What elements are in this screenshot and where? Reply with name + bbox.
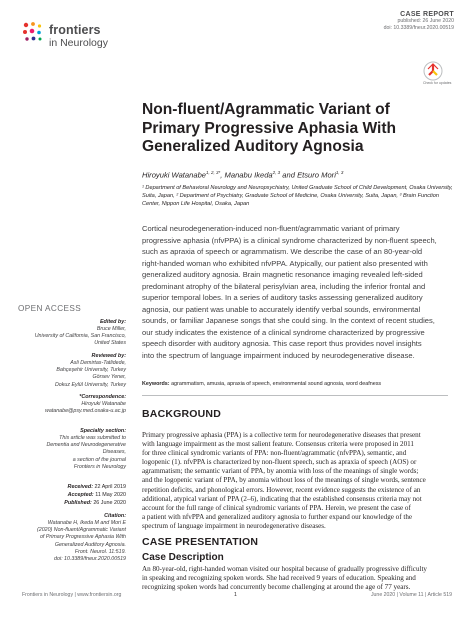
specialty-section-label: Specialty section: xyxy=(80,428,126,434)
title-line: Primary Progressive Aphasia With xyxy=(142,119,397,137)
reviewer-line: Bahçeşehir University, Turkey xyxy=(56,367,126,374)
section-divider xyxy=(142,395,448,396)
affiliation-line: Suita, Japan, ² Department of Psychiatry, Graduate School of Medicine, Osaka University, Suita, Japan, ³ Brain Function xyxy=(142,193,440,199)
specialty-line: a section of the journal xyxy=(72,456,126,463)
edited-by-block xyxy=(18,319,126,348)
author-affil-marker: 2, 3 xyxy=(272,170,281,175)
journal-logo[interactable] xyxy=(22,20,232,50)
specialty-line: Diseases, xyxy=(102,449,126,456)
logo-journal-name: in Neurology xyxy=(49,37,108,49)
reviewed-by-label: Reviewed by: xyxy=(91,353,126,359)
footer-issue-info: June 2020 | Volume 11 | Article 519 xyxy=(370,592,452,598)
body-line: in speaking and recognizing spoken words. She had received 9 years of education. Speaking and xyxy=(142,574,416,583)
accepted-value: 11 May 2020 xyxy=(95,491,126,498)
author-separator: , xyxy=(220,170,225,180)
published-label: Published: xyxy=(64,499,92,506)
abstract-line: agnosia, our patient was unable to accurately identify verbal sounds, environmental xyxy=(142,304,421,314)
abstract xyxy=(142,223,447,361)
author-affil-marker: 1, 2, 3* xyxy=(206,170,221,175)
abstract-line: our study indicates the existence of a clinical syndrome characterized by progressive xyxy=(142,327,425,337)
body-line: account for the full range of clinical syndromic variants of PPA. Herein, we present the case of xyxy=(142,503,411,512)
citation-label: Citation: xyxy=(104,513,126,519)
body-line: spectrum of language impairment in neurodegenerative diseases. xyxy=(142,521,326,530)
body-line: An 80-year-old, right-handed woman visited our hospital because of gradually progressive difficulty xyxy=(142,565,427,573)
body-line: Primary progressive aphasia (PPA) is a collective term for neurodegenerative diseases that present xyxy=(142,431,421,439)
page-footer xyxy=(0,592,474,604)
abstract-line: speech disorder with auditory agnosia. This case report thus provides novel insights xyxy=(142,339,422,348)
body-line: with language impairment as the most salient feature. Consensus criteria were proposed in 2011 xyxy=(142,440,414,449)
title-line: Generalized Auditory Agnosia xyxy=(142,138,364,156)
affiliation-line: Center, Nippon Life Hospital, Osaka, Japan xyxy=(142,201,250,207)
logo-wordmark: frontiers xyxy=(49,23,101,37)
citation-doi[interactable]: doi: 10.3389/fneur.2020.00519 xyxy=(54,556,126,563)
frontiers-logo-icon xyxy=(22,21,44,43)
body-line: additional, atypical variant of PPA (2–6), indicating that the established consensus criteria may not xyxy=(142,494,422,503)
correspondence-label: *Correspondence: xyxy=(79,394,126,400)
abstract-line: right-handed woman who exhibited nfvPPA. Atypically, our patient also presented with xyxy=(142,258,428,268)
article-type: CASE REPORT xyxy=(400,11,454,18)
received-label: Received: xyxy=(67,484,94,490)
reviewer-line: Dokuz Eylül University, Turkey xyxy=(54,381,126,388)
article-meta xyxy=(384,11,454,32)
correspondent-email[interactable]: watanabe@psy.med.osaka-u.ac.jp xyxy=(45,408,126,415)
author-name[interactable]: Etsuro Mori xyxy=(297,170,336,180)
specialty-line: Dementia and Neurodegenerative xyxy=(46,442,126,449)
abstract-line: superior temporal lobes. In a series of auditory tasks assessing generalized auditory xyxy=(142,293,423,302)
reviewed-by-block xyxy=(18,353,126,389)
received-value: 22 April 2019 xyxy=(94,484,126,490)
received-date xyxy=(18,484,126,492)
editor-line: United States xyxy=(94,340,126,347)
open-access-label: OPEN ACCESS xyxy=(18,304,82,313)
citation-line: Watanabe H, Ikeda M and Mori E xyxy=(47,520,126,526)
published-date-line: published: 26 June 2020 xyxy=(397,18,454,24)
section-heading-background: BACKGROUND xyxy=(142,408,221,420)
section-heading-case-presentation: CASE PRESENTATION xyxy=(142,536,259,548)
author-name[interactable]: Hiroyuki Watanabe xyxy=(142,170,207,180)
accepted-label: Accepted: xyxy=(67,491,94,498)
reviewer-line: Asli Demirtas-Tatlidede, xyxy=(70,360,126,366)
published-date xyxy=(18,500,126,508)
author-name[interactable]: Manabu Ikeda xyxy=(224,170,273,180)
abstract-line: progressive aphasia (nfvPPA) is a clinical syndrome characterized by non-fluent speech, xyxy=(142,235,437,245)
crossmark-icon xyxy=(423,61,443,81)
page-header xyxy=(0,0,474,90)
page-number: 1 xyxy=(234,592,237,598)
citation-line: Front. Neurol. 11:519. xyxy=(74,548,126,555)
abstract-line: into the spectrum of language impairment induced by neurodegenerative disease. xyxy=(142,350,415,360)
body-line: logopenic (1). nfvPPA is characterized by non-fluent speech, such as apraxia of speech (AOS) or xyxy=(142,458,417,467)
citation-block xyxy=(18,513,126,563)
abstract-line: predominant atrophy of the bilateral perisylvian area, including the inferior frontal and xyxy=(142,281,426,291)
keywords xyxy=(142,381,381,387)
footer-journal-link[interactable]: Frontiers in Neurology | www.frontiersin.org xyxy=(22,592,122,598)
check-for-updates-badge[interactable] xyxy=(423,61,452,85)
body-line: for three clinical syndromic variants of PPA: non-fluent/agrammatic (nfvPPA), semantic, and xyxy=(142,449,407,458)
abstract-line: such as apraxia of speech or agrammatism. We describe the case of an 80-year-old xyxy=(142,247,423,256)
body-line: recognizing spoken words had concurrently become challenging at around the age of 77 years. xyxy=(142,583,411,592)
title-line: Non-fluent/Agrammatic Variant of xyxy=(142,101,390,118)
subsection-heading-case-description: Case Description xyxy=(142,552,224,563)
dates-block xyxy=(18,484,126,507)
correspondent-name: Hiroyuki Watanabe xyxy=(81,401,126,407)
affiliations xyxy=(142,184,453,208)
author-list xyxy=(142,170,343,180)
keywords-label: Keywords: xyxy=(142,381,170,387)
specialty-line: Frontiers in Neurology xyxy=(73,463,126,470)
specialty-section-block xyxy=(18,428,126,471)
keywords-text: agrammatism, amusia, apraxia of speech, environmental sound agnosia, word deafness xyxy=(171,381,382,387)
editor-line: University of California, San Francisco, xyxy=(34,333,126,340)
specialty-line: This article was submitted to xyxy=(59,435,126,441)
case-description-text xyxy=(142,565,448,592)
abstract-line: generalized auditory agnosia. Brain magnetic resonance imaging revealed left-sided xyxy=(142,270,423,279)
editor-line: Bruce Miller, xyxy=(96,326,126,332)
edited-by-label: Edited by: xyxy=(99,319,126,325)
body-line: agrammatism; the semantic variant of PPA, by anomia with loss of the meanings of single words; xyxy=(142,467,419,476)
citation-line: of Primary Progressive Aphasia With xyxy=(39,534,126,541)
body-line: a patient with nfvPPA and generalized auditory agnosia to further expand our knowledge of the xyxy=(142,512,413,521)
accepted-date xyxy=(18,492,126,500)
abstract-line: Cortical neurodegeneration-induced non-fluent/agrammatic variant of primary xyxy=(142,224,400,233)
body-line: repetition deficits, and phonological errors. However, recent evidence suggests the existence of an xyxy=(142,485,421,494)
article-title xyxy=(142,101,452,157)
correspondence-block xyxy=(18,394,126,415)
citation-line: (2020) Non-fluent/Agrammatic Variant xyxy=(36,527,126,534)
background-text xyxy=(142,431,448,531)
citation-line: Generalized Auditory Agnosia. xyxy=(54,541,126,548)
crossmark-label: Check for updates xyxy=(423,81,452,85)
reviewer-line: Görsev Yener, xyxy=(92,374,126,381)
author-affil-marker: 1, 3 xyxy=(335,170,344,175)
affiliation-line: ¹ Department of Behavioral Neurology and Neuropsychiatry, United Graduate School of Child Development, Osaka University, xyxy=(142,185,453,191)
abstract-line: sounds, or familiar Japanese songs that she could sing. In the context of recent studies, xyxy=(142,316,435,325)
doi-line[interactable]: doi: 10.3389/fneur.2020.00519 xyxy=(383,25,454,31)
body-line: and the logopenic variant of PPA, by anomia without loss of the meanings of single words, sentence xyxy=(142,476,426,485)
author-separator: and xyxy=(280,170,298,180)
published-value: 26 June 2020 xyxy=(93,499,126,506)
